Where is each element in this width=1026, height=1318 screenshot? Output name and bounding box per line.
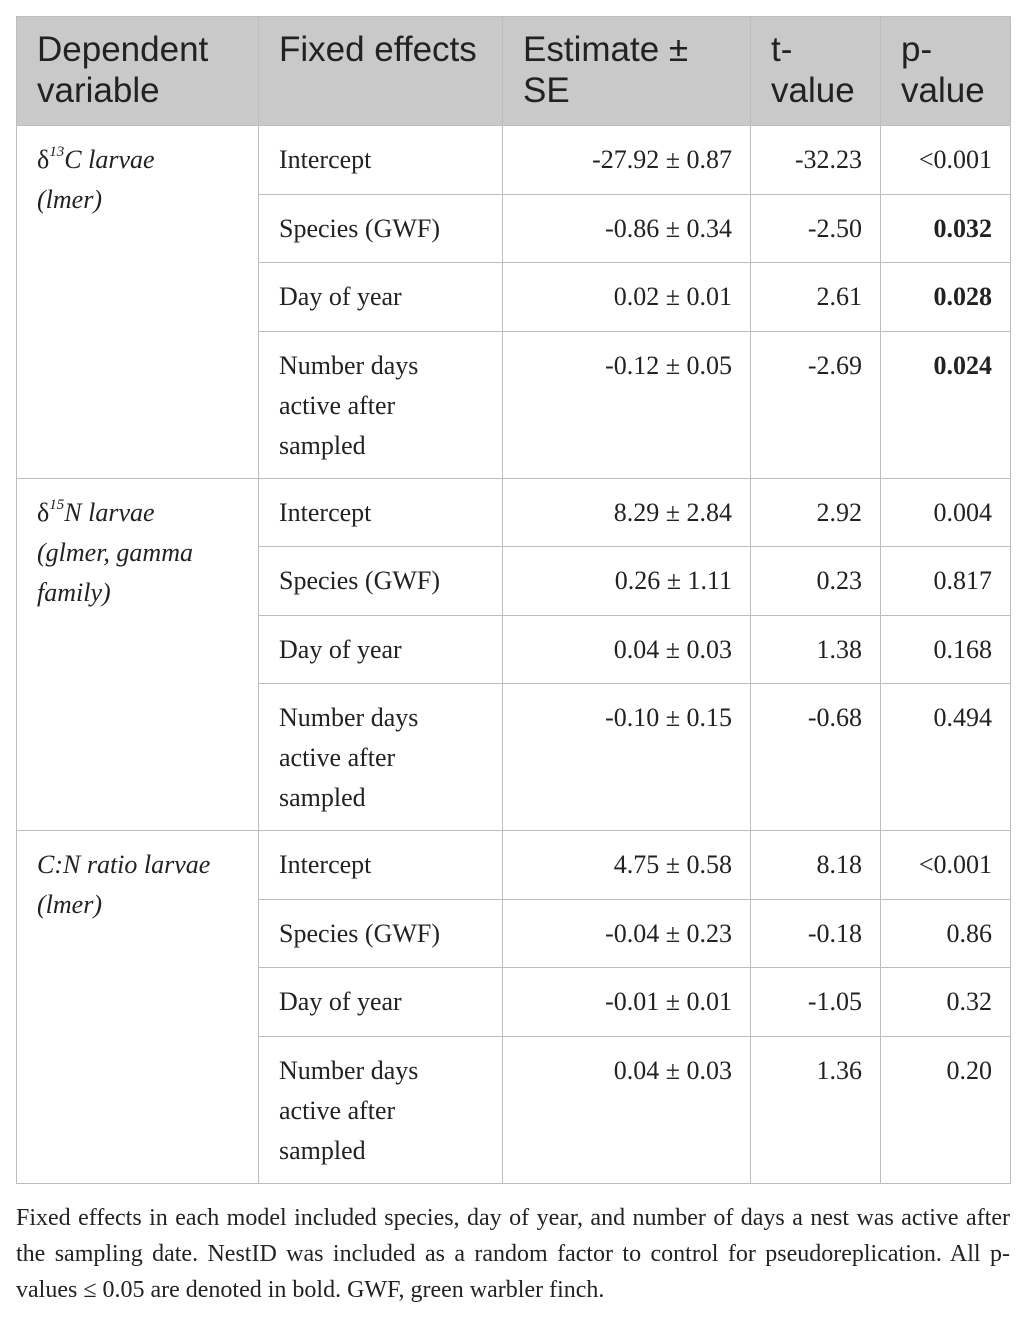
dependent-variable-model: (lmer) [37, 890, 102, 919]
dependent-variable-name: C:N ratio larvae [37, 850, 211, 879]
estimate-cell: 8.29 ± 2.84 [503, 478, 751, 547]
fixed-effect-cell: Species (GWF) [259, 899, 503, 968]
t-value-cell: -0.68 [751, 684, 881, 831]
fixed-effect-cell: Intercept [259, 126, 503, 195]
estimate-cell: 0.04 ± 0.03 [503, 615, 751, 684]
header-t-value: t-value [751, 17, 881, 126]
dependent-variable-model: (lmer) [37, 185, 102, 214]
fixed-effect-cell: Day of year [259, 615, 503, 684]
p-value-cell: 0.494 [881, 684, 1011, 831]
estimate-cell: 0.02 ± 0.01 [503, 263, 751, 332]
header-row [17, 17, 1011, 126]
fixed-effect-cell: Day of year [259, 968, 503, 1037]
table-caption: Fixed effects in each model included species, day of year, and number of days a nest was active after the sampling date. NestID was included as a random factor to control for pseudoreplication. All p-values ≤ 0.05 are denoted in bold. GWF, green warbler finch. [16, 1205, 1010, 1303]
dependent-variable-name: N larvae [64, 497, 155, 527]
t-value-cell: -1.05 [751, 968, 881, 1037]
estimate-cell: 0.04 ± 0.03 [503, 1036, 751, 1183]
p-value-cell: 0.032 [881, 194, 1011, 263]
estimate-cell: -0.04 ± 0.23 [503, 899, 751, 968]
header-dependent-variable: Dependent variable [17, 17, 259, 126]
estimate-cell: -0.10 ± 0.15 [503, 684, 751, 831]
p-value-cell: 0.32 [881, 968, 1011, 1037]
dependent-variable-name: C larvae [64, 145, 155, 174]
dependent-variable-cell [17, 126, 259, 479]
t-value-cell: 8.18 [751, 831, 881, 900]
fixed-effect-cell: Intercept [259, 478, 503, 547]
t-value-cell: -32.23 [751, 126, 881, 195]
p-value-cell: 0.817 [881, 547, 1011, 616]
estimate-cell: 0.26 ± 1.11 [503, 547, 751, 616]
table-row [17, 478, 1011, 547]
dependent-variable-cell [17, 831, 259, 1184]
estimate-cell: -27.92 ± 0.87 [503, 126, 751, 195]
p-value-cell: <0.001 [881, 126, 1011, 195]
dependent-variable-cell [17, 478, 259, 831]
fixed-effect-cell: Species (GWF) [259, 194, 503, 263]
fixed-effect-cell: Species (GWF) [259, 547, 503, 616]
t-value-cell: 2.92 [751, 478, 881, 547]
fixed-effect-cell: Number days active after sampled [259, 684, 503, 831]
p-value-cell: 0.20 [881, 1036, 1011, 1183]
table-row [17, 126, 1011, 195]
dependent-variable-model: (glmer, gamma family) [37, 537, 193, 607]
table-body [17, 126, 1011, 1184]
results-table [16, 16, 1011, 1184]
t-value-cell: -2.50 [751, 194, 881, 263]
estimate-cell: 4.75 ± 0.58 [503, 831, 751, 900]
fixed-effect-cell: Number days active after sampled [259, 1036, 503, 1183]
p-value-cell: <0.001 [881, 831, 1011, 900]
estimate-cell: -0.86 ± 0.34 [503, 194, 751, 263]
p-value-cell: 0.024 [881, 331, 1011, 478]
header-estimate-se: Estimate ± SE [503, 17, 751, 126]
p-value-cell: 0.004 [881, 478, 1011, 547]
p-value-cell: 0.168 [881, 615, 1011, 684]
fixed-effect-cell: Day of year [259, 263, 503, 332]
estimate-cell: -0.12 ± 0.05 [503, 331, 751, 478]
t-value-cell: 0.23 [751, 547, 881, 616]
dependent-variable-delta: δ [37, 497, 50, 527]
dependent-variable-isotope: 15 [49, 496, 65, 513]
p-value-cell: 0.86 [881, 899, 1011, 968]
header-fixed-effects: Fixed effects [259, 17, 503, 126]
table-row [17, 831, 1011, 900]
fixed-effect-cell: Intercept [259, 831, 503, 900]
t-value-cell: -2.69 [751, 331, 881, 478]
estimate-cell: -0.01 ± 0.01 [503, 968, 751, 1037]
t-value-cell: 2.61 [751, 263, 881, 332]
dependent-variable-delta: δ [37, 145, 50, 174]
t-value-cell: 1.36 [751, 1036, 881, 1183]
header-p-value: p-value [881, 17, 1011, 126]
t-value-cell: 1.38 [751, 615, 881, 684]
dependent-variable-isotope: 13 [49, 144, 65, 160]
fixed-effect-cell: Number days active after sampled [259, 331, 503, 478]
t-value-cell: -0.18 [751, 899, 881, 968]
p-value-cell: 0.028 [881, 263, 1011, 332]
